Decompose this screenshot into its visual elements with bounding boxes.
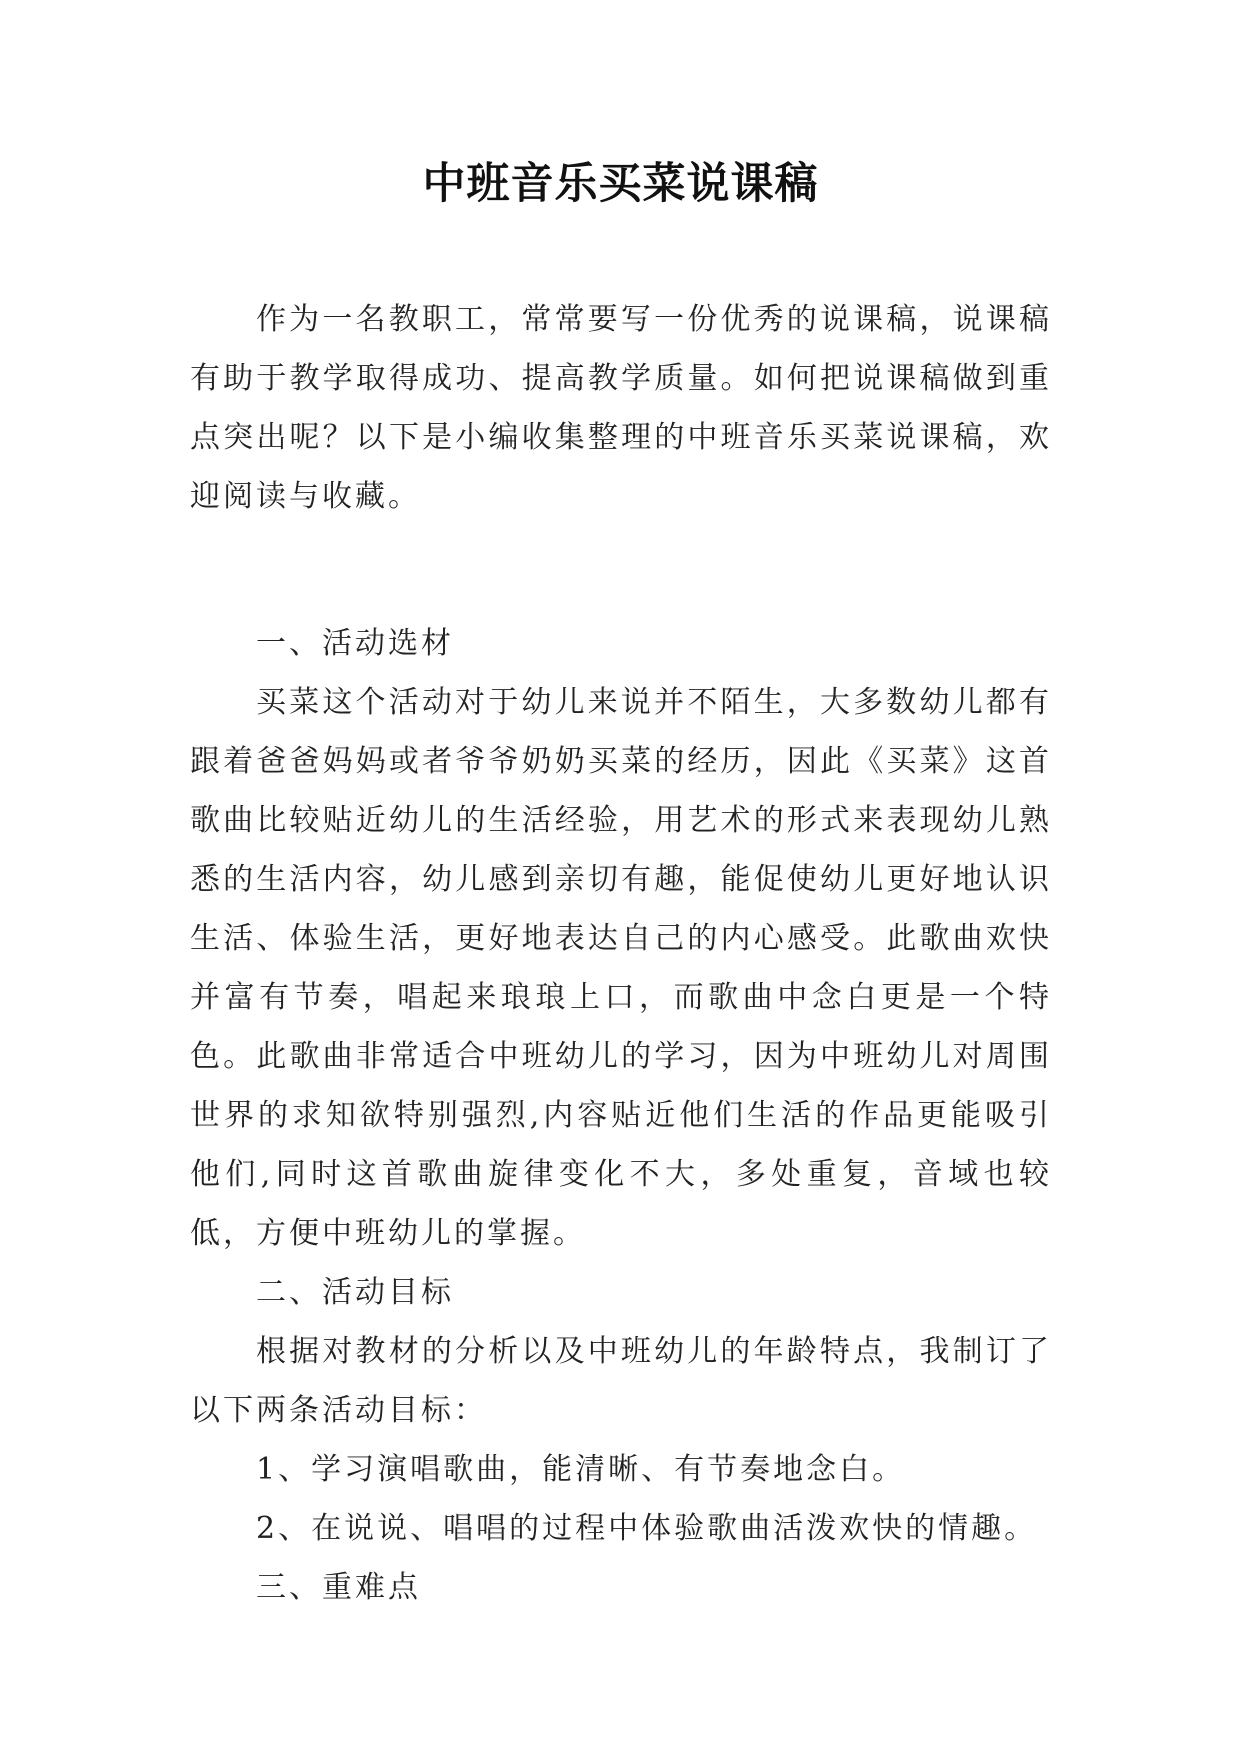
goal-item-1: 1、学习演唱歌曲，能清晰、有节奏地念白。 — [256, 1452, 906, 1487]
document-body — [190, 290, 1052, 1617]
intro-paragraph: 作为一名教职工，常常要写一份优秀的说课稿，说课稿有助于教学取得成功、提高教学质量。如何把说课稿做到重点突出呢？以下是小编收集整理的中班音乐买菜说课稿，欢迎阅读与收藏。 — [190, 302, 1052, 514]
section-heading-2: 二、活动目标 — [256, 1275, 454, 1310]
goal-item-2: 2、在说说、唱唱的过程中体验歌曲活泼欢快的情趣。 — [256, 1511, 1038, 1546]
section-heading-1: 一、活动选材 — [256, 626, 454, 661]
document-title: 中班音乐买菜说课稿 — [422, 159, 819, 209]
section-1-paragraph: 买菜这个活动对于幼儿来说并不陌生，大多数幼儿都有跟着爸爸妈妈或者爷爷奶奶买菜的经历，因此《买菜》这首歌曲比较贴近幼儿的生活经验，用艺术的形式来表现幼儿熟悉的生活内容，幼儿感到亲切有趣，能促使幼儿更好地认识生活、体验生活，更好地表达自己的内心感受。此歌曲欢快并富有节奏，唱起来琅琅上口，而歌曲中念白更是一个特色。此歌曲非常适合中班幼儿的学习，因为中班幼儿对周围世界的求知欲特别强烈,内容贴近他们生活的作品更能吸引他们,同时这首歌曲旋律变化不大，多处重复，音域也较低，方便中班幼儿的掌握。 — [190, 685, 1052, 1251]
section-heading-3: 三、重难点 — [256, 1570, 421, 1605]
section-2-paragraph: 根据对教材的分析以及中班幼儿的年龄特点，我制订了以下两条活动目标： — [190, 1334, 1052, 1428]
spacer — [190, 526, 1052, 614]
